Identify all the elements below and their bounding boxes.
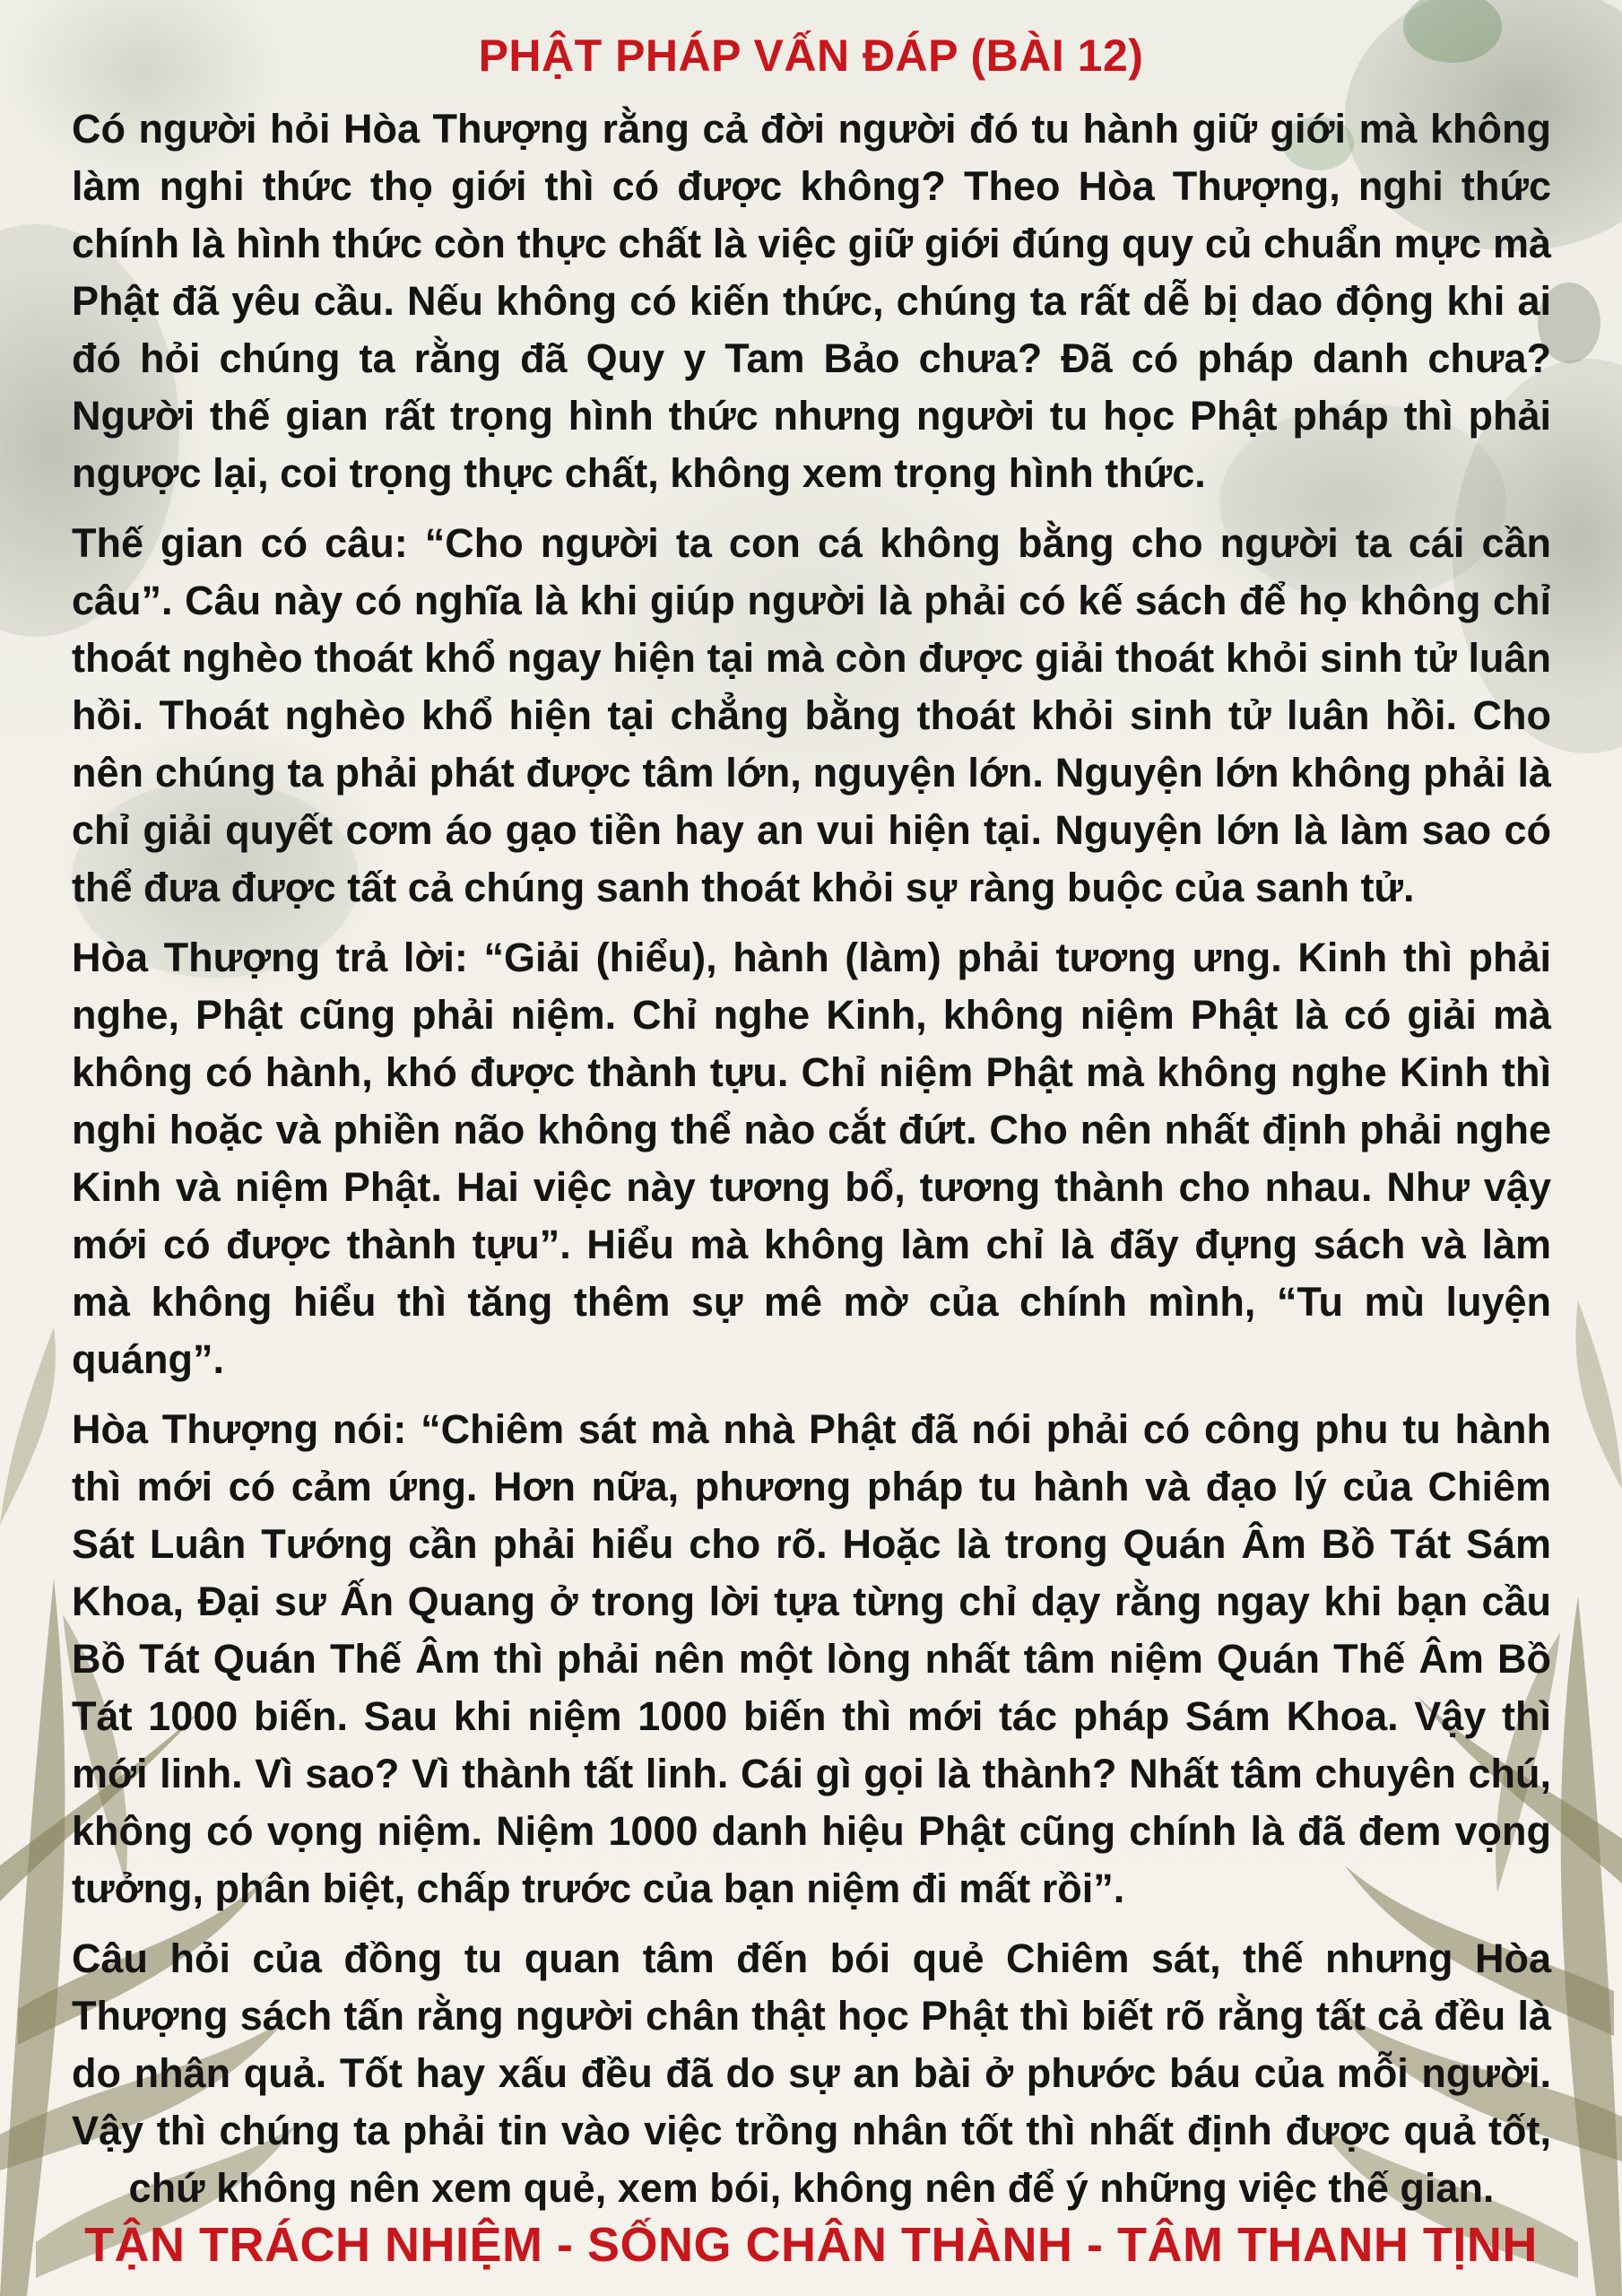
paragraph-4: Hòa Thượng nói: “Chiêm sát mà nhà Phật đã nói phải có công phu tu hành thì mới có cảm ứng. Hơn nữa, phương pháp tu hành và đạo lý của Chiêm Sát Luân Tướng cần phải hiểu cho rõ. Hoặc là trong Quán Âm Bồ Tát Sám Khoa, Đại sư Ấn Quang ở trong lời tựa từng chỉ dạy rằng ngay khi bạn cầu Bồ Tát Quán Thế Âm thì phải nên một lòng nhất tâm niệm Quán Thế Âm Bồ Tát 1000 biến. Sau khi niệm 1000 biến thì mới tác pháp Sám Khoa. Vậy thì mới linh. Vì sao? Vì thành tất linh. Cái gì gọi là thành? Nhất tâm chuyên chú, không có vọng niệm. Niệm 1000 danh hiệu Phật cũng chính là đã đem vọng tưởng, phân biệt, chấp trước của bạn niệm đi mất rồi”.	[72, 1406, 1551, 1911]
paragraph-2: Thế gian có câu: “Cho người ta con cá không bằng cho người ta cái cần câu”. Câu này có nghĩa là khi giúp người là phải có kế sách để họ không chỉ thoát nghèo thoát khổ ngay hiện tại mà còn được giải thoát khỏi sinh tử luân hồi. Thoát nghèo khổ hiện tại chẳng bằng thoát khỏi sinh tử luân hồi. Cho nên chúng ta phải phát được tâm lớn, nguyện lớn. Nguyện lớn không phải là chỉ giải quyết cơm áo gạo tiền hay an vui hiện tại. Nguyện lớn là làm sao có thể đưa được tất cả chúng sanh thoát khỏi sự ràng buộc của sanh tử.	[72, 520, 1551, 910]
paragraph-5: Câu hỏi của đồng tu quan tâm đến bói quẻ Chiêm sát, thế nhưng Hòa Thượng sách tấn rằng người chân thật học Phật thì biết rõ rằng tất cả đều là do nhân quả. Tốt hay xấu đều đã do sự an bài ở phước báu của mỗi người. Vậy thì chúng ta phải tin vào việc trồng nhân tốt thì nhất định được quả tốt, chứ không nên xem quẻ, xem bói, không nên để ý những việc thế gian.	[72, 1935, 1551, 2211]
paragraph-1: Có người hỏi Hòa Thượng rằng cả đời người đó tu hành giữ giới mà không làm nghi thức thọ giới thì có được không? Theo Hòa Thượng, nghi thức chính là hình thức còn thực chất là việc giữ giới đúng quy củ chuẩn mực mà Phật đã yêu cầu. Nếu không có kiến thức, chúng ta rất dễ bị dao động khi ai đó hỏi chúng ta rằng đã Quy y Tam Bảo chưa? Đã có pháp danh chưa? Người thế gian rất trọng hình thức nhưng người tu học Phật pháp thì phải ngược lại, coi trọng thực chất, không xem trọng hình thức.	[72, 106, 1551, 496]
document-title: PHẬT PHÁP VẤN ĐÁP (BÀI 12)	[478, 30, 1144, 81]
slogan-footer: TẬN TRÁCH NHIỆM - SỐNG CHÂN THÀNH - TÂM THANH TỊNH	[84, 2218, 1538, 2272]
document-body	[72, 100, 1551, 2230]
paragraph-3: Hòa Thượng trả lời: “Giải (hiểu), hành (làm) phải tương ưng. Kinh thì phải nghe, Phật cũng phải niệm. Chỉ nghe Kinh, không niệm Phật là có giải mà không có hành, khó được thành tựu. Chỉ niệm Phật mà không nghe Kinh thì nghi hoặc và phiền não không thể nào cắt đứt. Cho nên nhất định phải nghe Kinh và niệm Phật. Hai việc này tương bổ, tương thành cho nhau. Như vậy mới có được thành tựu”. Hiểu mà không làm chỉ là đãy đựng sách và làm mà không hiểu thì tăng thêm sự mê mờ của chính mình, “Tu mù luyện quáng”.	[72, 935, 1551, 1382]
